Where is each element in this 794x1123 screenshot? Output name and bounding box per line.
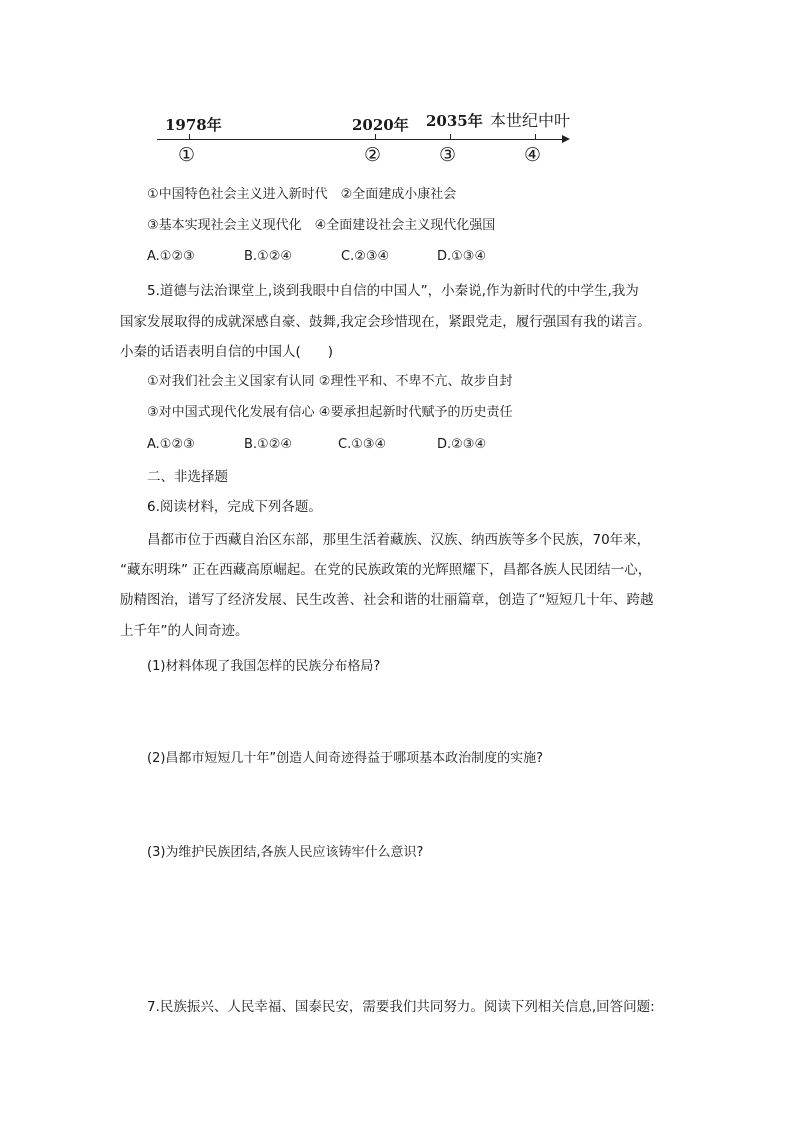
timeline-label-mid-century: 本世纪中叶 <box>490 111 571 130</box>
q5-choice-c: C.①③④ <box>338 437 387 452</box>
q7-stem: 7.民族振兴、人民幸福、国泰民安，需要我们共同努力。阅读下列相关信息,回答问题: <box>147 999 655 1015</box>
q4-options-line-2: ③基本实现社会主义现代化 ④全面建设社会主义现代化强国 <box>147 218 496 233</box>
q6-material-line-3: 励精图治，谱写了经济发展、民生改善、社会和谐的壮丽篇章，创造了“短短几十年、跨越 <box>120 592 654 608</box>
q6-material-line-4: 上千年”的人间奇迹。 <box>120 623 249 639</box>
section-heading: 二、非选择题 <box>147 469 228 485</box>
timeline-arrow-icon <box>562 135 570 143</box>
q5-options-line-2: ③对中国式现代化发展有信心 ④要承担起新时代赋予的历史责任 <box>147 405 513 420</box>
timeline-label-1978: 1978年 <box>165 116 222 134</box>
q5-choice-b: B.①②④ <box>244 437 293 452</box>
q5-stem-line-1: 5.道德与法治课堂上,谈到我眼中自信的中国人”，小秦说,作为新时代的中学生,我为 <box>147 283 639 299</box>
timeline-label-2020: 2020年 <box>352 116 409 134</box>
timeline-tick <box>450 134 451 139</box>
timeline-tick <box>375 134 376 139</box>
q4-options-line-1: ①中国特色社会主义进入新时代 ②全面建成小康社会 <box>147 187 457 202</box>
q6-sub-question-1: (1)材料体现了我国怎样的民族分布格局? <box>147 659 381 674</box>
timeline-axis <box>157 139 565 140</box>
q5-choice-a: A.①②③ <box>147 437 195 452</box>
q6-stem: 6.阅读材料，完成下列各题。 <box>147 499 322 515</box>
timeline-marker-4: ④ <box>524 144 542 166</box>
q4-choice-d: D.①③④ <box>437 249 487 264</box>
q5-stem-line-3: 小秦的话语表明自信的中国人( ) <box>120 344 334 360</box>
q6-material-line-1: 昌都市位于西藏自治区东部，那里生活着藏族、汉族、纳西族等多个民族，70年来， <box>147 532 651 548</box>
q5-choice-d: D.②③④ <box>437 437 487 452</box>
timeline-tick <box>189 134 190 139</box>
q5-options-line-1: ①对我们社会主义国家有认同 ②理性平和、不卑不亢、故步自封 <box>147 374 513 389</box>
q5-stem-line-2: 国家发展取得的成就深感自豪、鼓舞,我定会珍惜现在，紧跟党走，履行强国有我的诺言。 <box>120 314 651 330</box>
q4-choice-a: A.①②③ <box>147 249 195 264</box>
q6-sub-question-2: (2)昌都市短短几十年”创造人间奇迹得益于哪项基本政治制度的实施? <box>147 751 544 766</box>
timeline-marker-1: ① <box>178 144 196 166</box>
timeline-tick <box>535 134 536 139</box>
timeline-marker-3: ③ <box>439 144 457 166</box>
timeline-marker-2: ② <box>364 144 382 166</box>
q6-sub-question-3: (3)为维护民族团结,各族人民应该铸牢什么意识? <box>147 845 424 860</box>
q4-choice-c: C.②③④ <box>341 249 390 264</box>
timeline-label-2035: 2035年 <box>426 112 483 130</box>
q4-choice-b: B.①②④ <box>244 249 293 264</box>
q6-material-line-2: “藏东明珠” 正在西藏高原崛起。在党的民族政策的光辉照耀下，昌都各族人民团结一心， <box>120 562 652 578</box>
